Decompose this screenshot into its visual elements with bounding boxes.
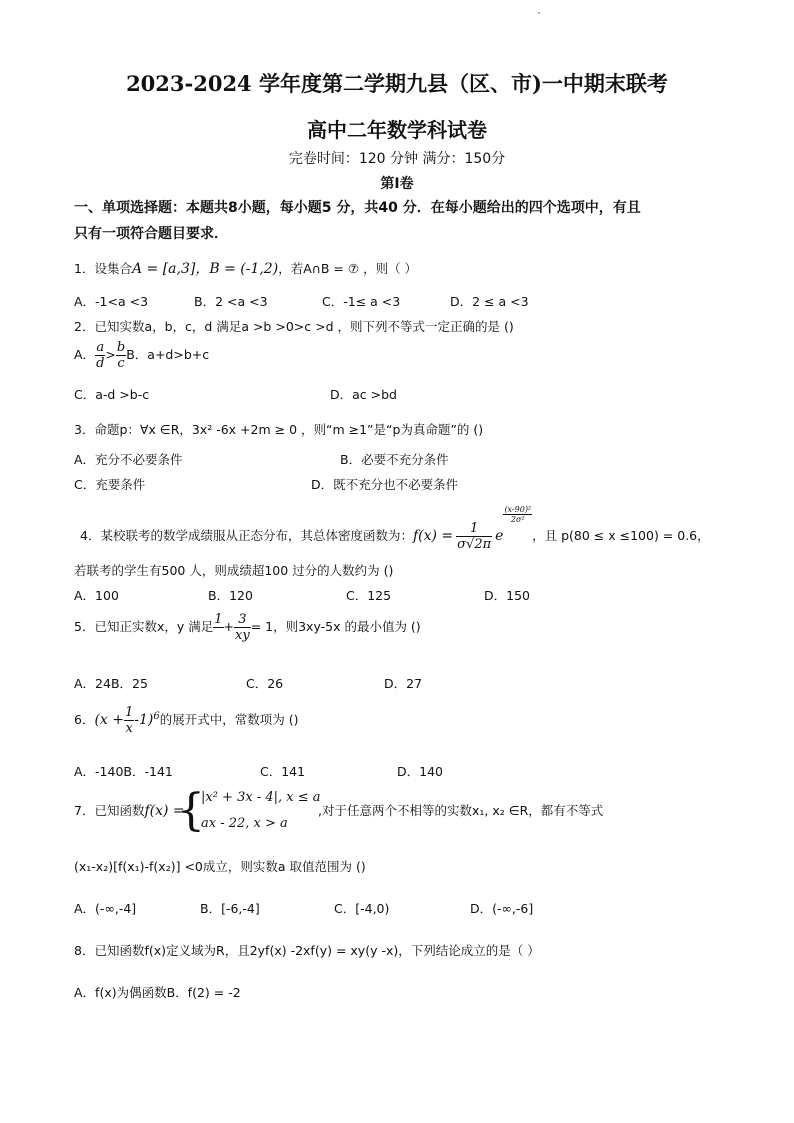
fraction-numerator: (x-90)² (504, 505, 532, 514)
question-7-option-b[interactable]: B．[-6,-4] (200, 901, 260, 916)
fraction-numerator: 1 (214, 612, 223, 627)
question-1-text-b: ，若A∩B = ⑦ ，则（ ） (278, 261, 418, 276)
question-7-text-b: ,对于任意两个不相等的实数x₁, x₂ ∈R，都有不等式 (318, 803, 604, 818)
exam-title: 2023-2024 学年度第二学期九县（区、市)一中期末联考 (126, 71, 668, 96)
section-heading-line2: 只有一项符合题目要求． (74, 226, 228, 242)
fraction-a-over-d (95, 340, 105, 371)
question-5-option-ab[interactable]: A．24B．25 (74, 676, 148, 691)
binomial-expr-a: (x + (94, 712, 124, 728)
fraction-denominator: c (117, 356, 125, 371)
exam-time-score: 完卷时间：120 分钟 满分：150分 (288, 151, 506, 167)
fraction-numerator: 3 (234, 612, 251, 628)
question-4-text-a: 4．某校联考的数学成绩服从正态分布，其总体密度函数为： (80, 528, 413, 543)
piecewise-brace: { (177, 785, 205, 836)
question-2-stem: 2．已知实数a，b，c，d 满足a >b >0>c >d ，则下列不等式一定正确的是 () (74, 319, 514, 334)
fraction-denominator: xy (235, 628, 250, 643)
question-5-option-d[interactable]: D．27 (384, 676, 423, 691)
exponent-fraction (503, 505, 532, 524)
question-2-option-c[interactable]: C．a-d >b-c (74, 387, 150, 402)
question-6-stem (74, 705, 299, 736)
question-8-stem: 8．已知函数f(x)定义域为R，且2yf(x) -2xf(y) = xy(y -x)，下列结论成立的是（ ） (74, 943, 540, 958)
question-5-option-c[interactable]: C．26 (246, 676, 284, 691)
piecewise-case-1: |x² + 3x - 4|, x ≤ a (201, 790, 321, 805)
section-heading (74, 195, 714, 247)
question-3-option-b[interactable]: B．必要不充分条件 (340, 452, 449, 467)
fraction-denominator: 2σ² (510, 515, 525, 524)
fraction-three-over-xy (234, 612, 251, 643)
question-4-option-b[interactable]: B．120 (208, 588, 253, 603)
piecewise-function-label: f(x) = (144, 803, 185, 819)
question-6-option-ab[interactable]: A．-140B．-141 (74, 764, 173, 779)
question-6-option-d[interactable]: D．140 (397, 764, 443, 779)
fraction-denominator: x (125, 721, 133, 736)
question-7-stem-a (74, 801, 185, 819)
binomial-expr-b: -1) (134, 712, 154, 728)
fraction-numerator: 1 (456, 521, 492, 537)
section-heading-line1: 一、单项选择题：本题共8小题，每小题5 分，共40 分．在每小题给出的四个选项中，有且 (74, 200, 641, 216)
question-7-line2: (x₁-x₂)[f(x₁)-f(x₂)] <0成立，则实数a 取值范围为 () (74, 859, 366, 874)
density-function-label: f(x) = (412, 528, 454, 544)
question-2-option-a-label: A． (74, 347, 96, 362)
fraction-denominator: σ√2π (457, 537, 492, 552)
question-1-option-a[interactable]: A．-1<a <3 (74, 294, 149, 309)
question-6-number: 6． (74, 712, 95, 727)
question-3-option-a[interactable]: A．充分不必要条件 (74, 452, 183, 467)
fraction-numerator: a (96, 340, 105, 355)
piecewise-case-2: ax - 22, x > a (201, 816, 288, 831)
question-3-option-c[interactable]: C．充要条件 (74, 477, 146, 492)
question-4-stem (80, 505, 710, 552)
question-3-option-d[interactable]: D．既不充分也不必要条件 (311, 477, 459, 492)
question-8-option-ab[interactable]: A．f(x)为偶函数B．f(2) = -2 (74, 985, 241, 1000)
question-1-expr: A = [a,3]，B = (-1,2) (131, 261, 279, 277)
fraction-denominator: d (96, 356, 105, 371)
fraction-one (213, 612, 223, 643)
fraction-numerator: 1 (125, 705, 134, 720)
exam-subtitle: 高中二年数学科试卷 (307, 118, 487, 142)
fraction-denominator (213, 628, 223, 643)
question-5-text-a: 5．已知正实数x，y 满足 (74, 619, 214, 634)
question-1-option-b[interactable]: B．2 <a <3 (194, 294, 268, 309)
question-6-option-c[interactable]: C．141 (260, 764, 306, 779)
question-2-option-a[interactable] (74, 340, 209, 371)
question-4-option-c[interactable]: C．125 (346, 588, 392, 603)
question-1-option-d[interactable]: D．2 ≤ a <3 (450, 294, 529, 309)
fraction-b-over-c (116, 340, 126, 371)
question-1-option-c[interactable]: C．-1≤ a <3 (322, 294, 401, 309)
question-7-option-d[interactable]: D．(-∞,-6] (470, 901, 534, 916)
euler-e: e (495, 528, 504, 544)
relation-symbol: > (105, 347, 116, 362)
density-fraction (456, 521, 492, 552)
question-5-text-b: = 1，则3xy-5x 的最小值为 () (250, 619, 421, 634)
volume-label: 第Ⅰ卷 (380, 176, 414, 192)
question-3-stem: 3．命题p：∀x ∈R，3x² -6x +2m ≥ 0 ，则“m ≥1”是“p为真命题”的 () (74, 422, 484, 437)
question-4-option-d[interactable]: D．150 (484, 588, 530, 603)
question-1-text-a: 设集合 (94, 261, 132, 276)
question-7-option-c[interactable]: C．[-4,0) (334, 901, 390, 916)
question-4-option-a[interactable]: A．100 (74, 588, 119, 603)
question-4-line2: 若联考的学生有500 人，则成绩超100 过分的人数约为 () (74, 563, 394, 578)
question-2-option-d[interactable]: D．ac >bd (330, 387, 397, 402)
question-2-option-b[interactable]: B．a+d>b+c (126, 347, 210, 362)
question-1-stem (74, 258, 417, 278)
question-1-number: 1． (74, 261, 95, 276)
question-5-stem (74, 612, 421, 643)
question-4-text-b: ，且 p(80 ≤ x ≤100) = 0.6， (532, 528, 710, 543)
question-7-option-a[interactable]: A．(-∞,-4] (74, 901, 137, 916)
fraction-numerator: b (116, 340, 126, 355)
question-6-text: 的展开式中，常数项为 () (159, 712, 299, 727)
binomial-power: 6 (153, 710, 160, 722)
scan-dot (538, 12, 540, 14)
question-7-text-a: 7．已知函数 (74, 803, 145, 818)
fraction-one-over-x (124, 705, 134, 736)
plus-symbol: + (223, 619, 234, 634)
